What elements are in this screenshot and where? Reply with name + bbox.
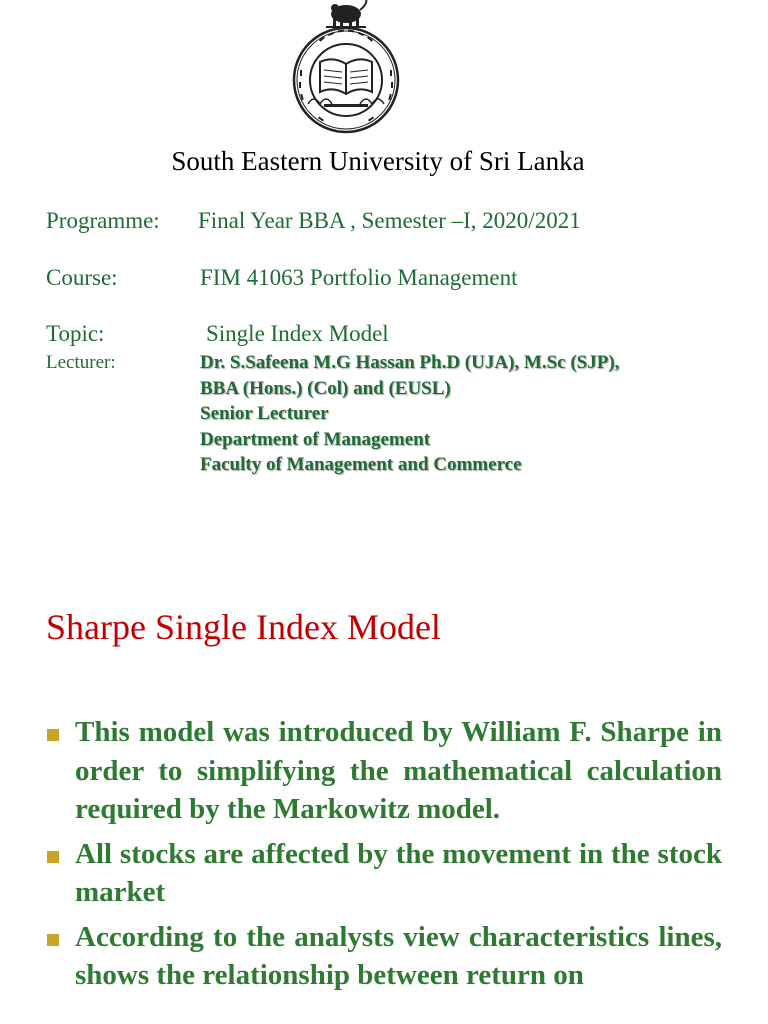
bullet-text: According to the analysts view characteristics lines, shows the relationship between return on (75, 920, 722, 991)
bullet-item (0, 713, 722, 829)
bullet-text: This model was introduced by William F. Sharpe in order to simplifying the mathematical calculation required by the Markowitz model. (75, 716, 722, 825)
square-bullet-icon (47, 851, 59, 863)
programme-label: Programme: (46, 208, 160, 233)
programme-value: Final Year BBA , Semester –I, 2020/2021 (198, 208, 581, 233)
bullet-text: All stocks are affected by the movement in the stock market (75, 837, 722, 908)
lecturer-line: Faculty of Management and Commerce (200, 454, 522, 475)
lecturer-line: Dr. S.Safeena M.G Hassan Ph.D (UJA), M.Sc (SJP), (200, 352, 620, 373)
lecturer-label: Lecturer: (46, 352, 116, 373)
course-value: FIM 41063 Portfolio Management (200, 265, 518, 290)
bullet-list (0, 713, 768, 1001)
university-name: South Eastern University of Sri Lanka (171, 146, 585, 176)
square-bullet-icon (47, 729, 59, 741)
bullet-item (0, 918, 722, 995)
course-label: Course: (46, 265, 118, 290)
slide-title: Sharpe Single Index Model (46, 607, 441, 647)
lecturer-line: Senior Lecturer (200, 403, 329, 424)
topic-label: Topic: (46, 321, 105, 346)
university-crest-icon (288, 0, 404, 136)
topic-value: Single Index Model (206, 321, 389, 346)
square-bullet-icon (47, 934, 59, 946)
bullet-item (0, 835, 722, 912)
lecturer-line: Department of Management (200, 429, 431, 450)
lecturer-line: BBA (Hons.) (Col) and (EUSL) (200, 378, 451, 399)
